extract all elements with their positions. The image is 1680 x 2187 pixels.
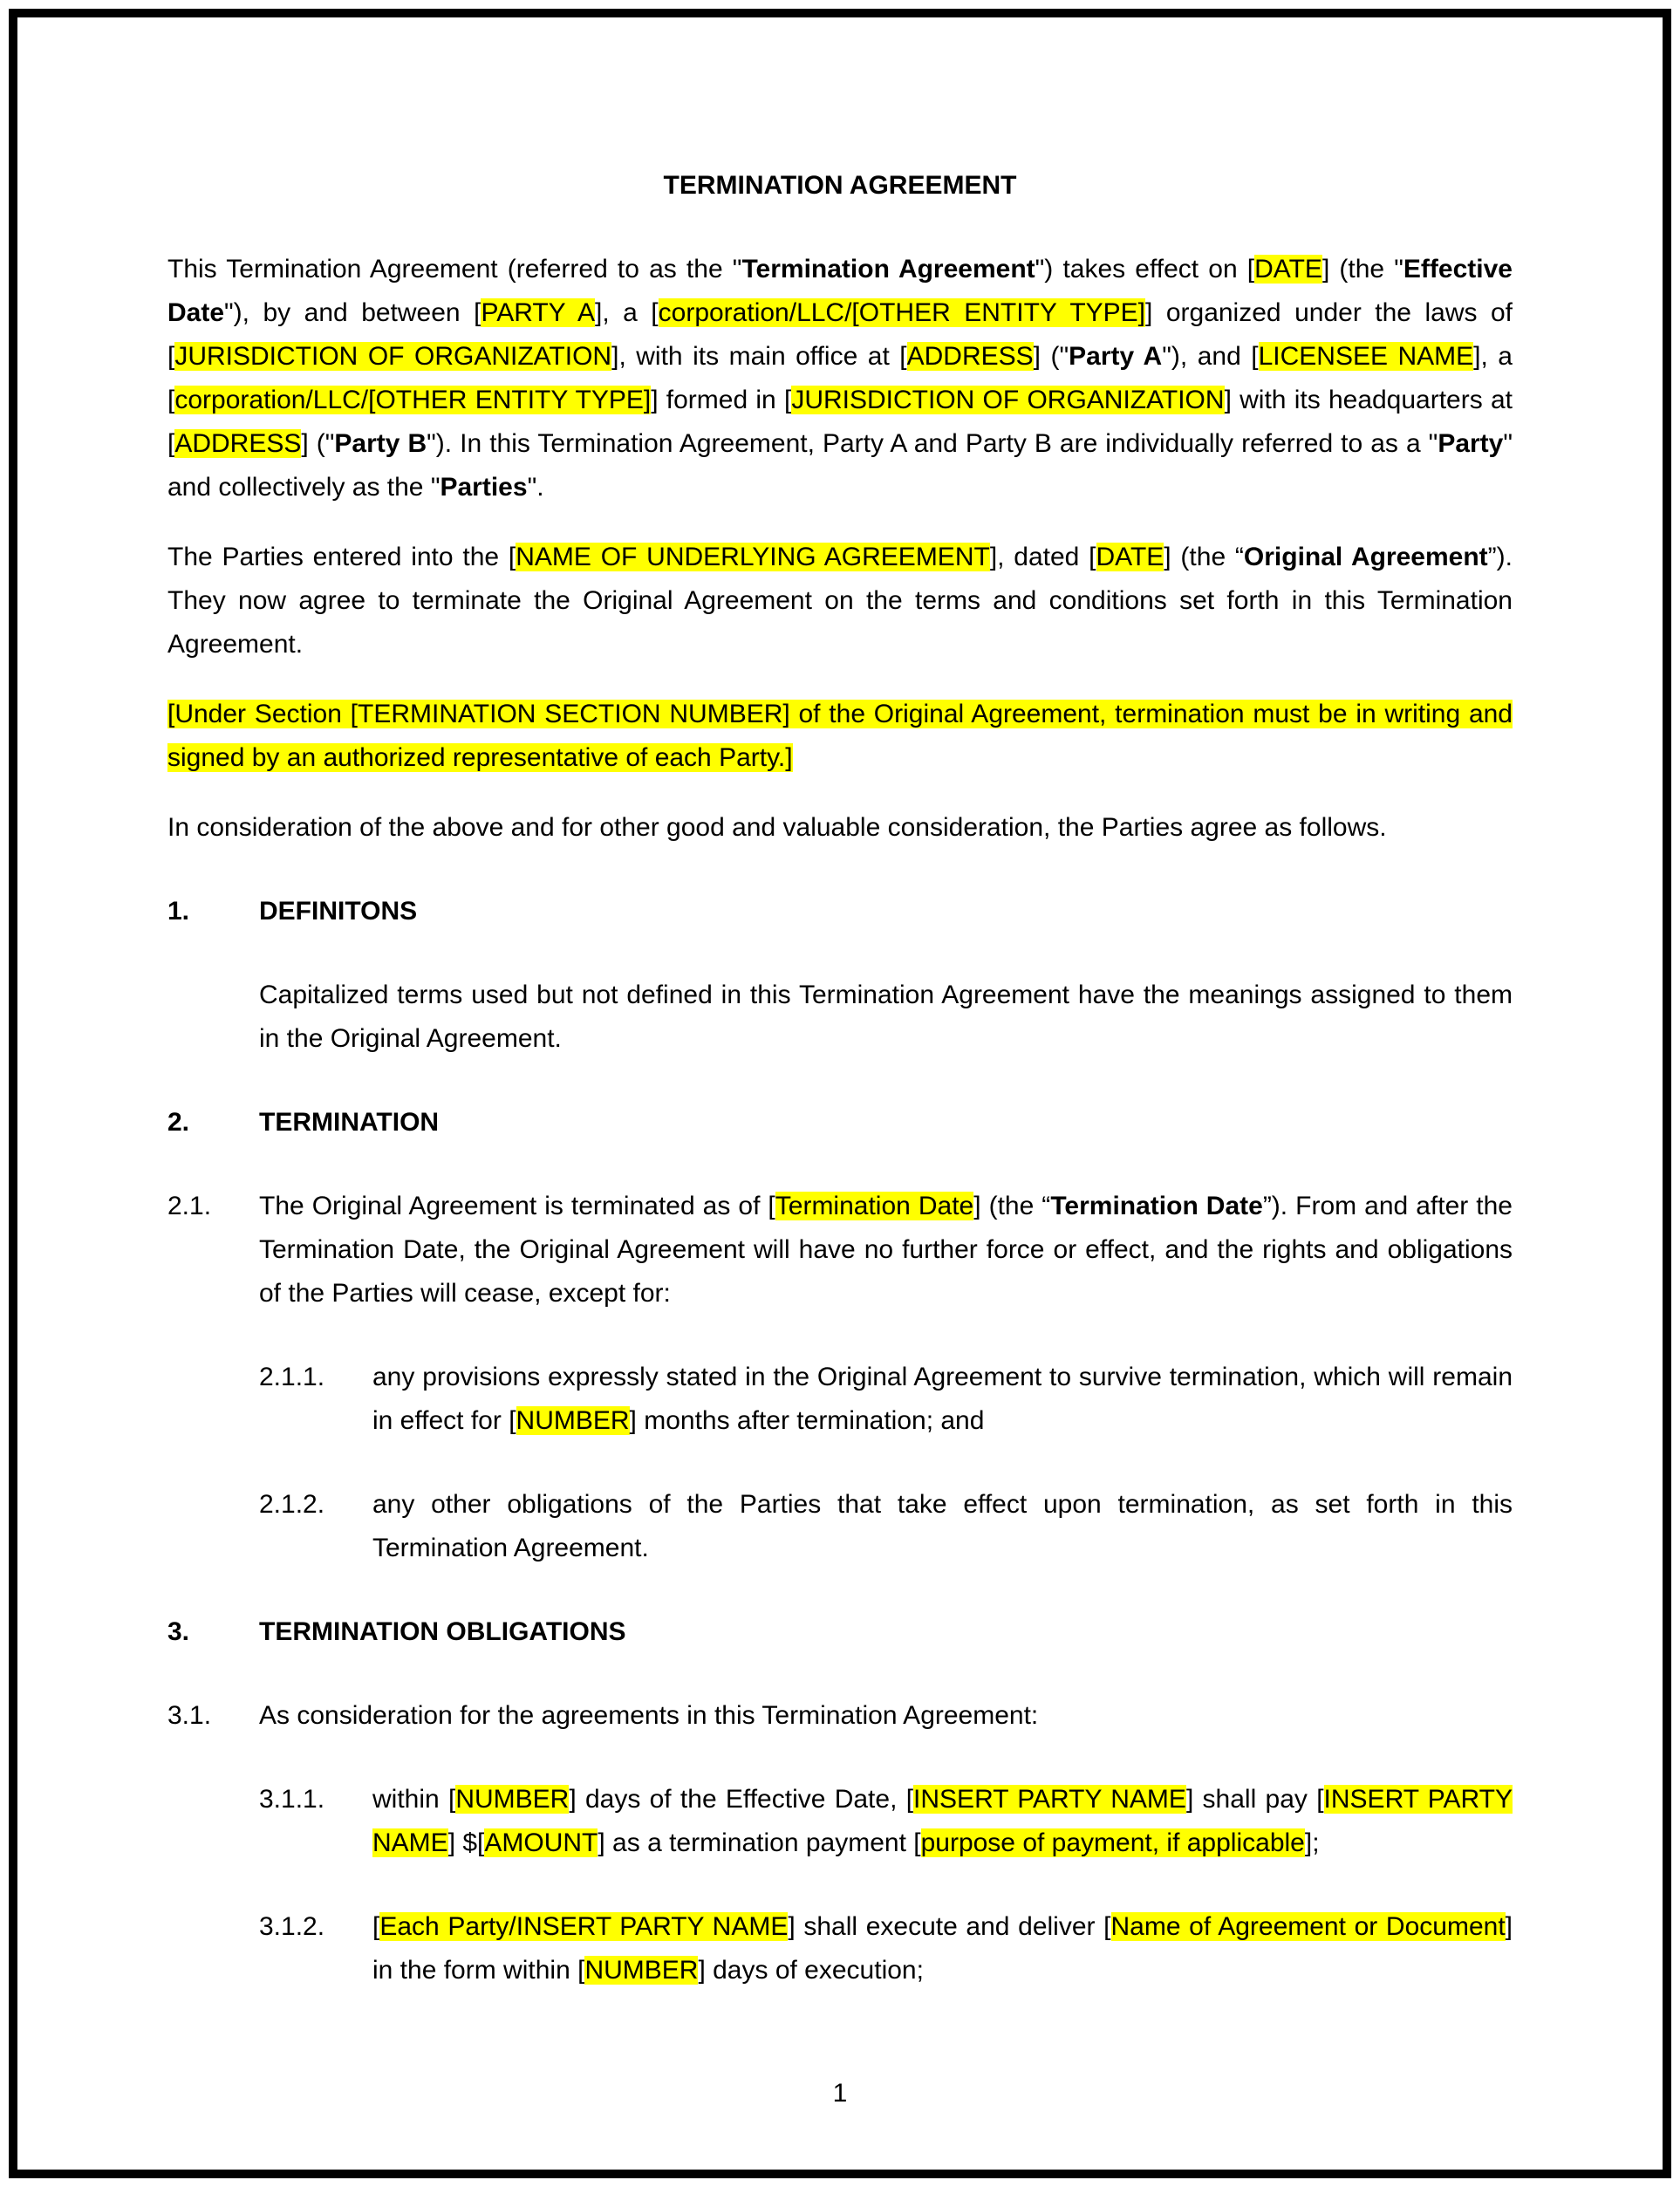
clause-3-1-2	[167, 1905, 1513, 1992]
text-run: ] formed in [	[651, 386, 792, 414]
opening-paragraph	[167, 248, 1513, 509]
placeholder-field: PARTY A	[481, 298, 595, 327]
placeholder-field: LICENSEE NAME	[1258, 342, 1474, 371]
text-run: ], a [	[594, 298, 659, 327]
text-run: ], with its main office at [	[611, 342, 907, 371]
text-run: ] as a termination payment [	[598, 1828, 921, 1857]
section-heading-definitions	[167, 890, 1513, 933]
text-run: ] (the “	[973, 1192, 1051, 1220]
document-blocks	[167, 248, 1513, 1992]
text-run: TERMINATION OBLIGATIONS	[259, 1617, 626, 1646]
placeholder-field: corporation/LLC/[OTHER ENTITY TYPE]	[658, 298, 1146, 327]
text-run: ] days of execution;	[698, 1956, 924, 1985]
text-run: Termination Agreement	[741, 255, 1035, 284]
placeholder-field: Name of Agreement or Document	[1110, 1912, 1506, 1941]
placeholder-field: JURISDICTION OF ORGANIZATION	[791, 386, 1225, 414]
document-body	[17, 17, 1663, 2019]
section-heading-termination-obligations	[167, 1610, 1513, 1654]
page-number: 1	[832, 2079, 848, 2108]
clause-2-1-1	[167, 1356, 1513, 1443]
text-run: ] days of the Effective Date, [	[569, 1785, 914, 1814]
text-run: within [	[372, 1785, 456, 1814]
recitals-paragraph	[167, 536, 1513, 666]
text-run: ];	[1304, 1828, 1320, 1857]
clause-number: 1.	[167, 897, 190, 926]
placeholder-field: NUMBER	[584, 1956, 699, 1985]
clause-number: 2.1.	[167, 1192, 212, 1220]
text-run: ”). They now agree to terminate the Original Agreement on the terms and conditions set forth in this Termination Agreement.	[167, 543, 1513, 659]
placeholder-field: ADDRESS	[174, 429, 302, 458]
page-border	[9, 9, 1671, 2178]
text-run: ") takes effect on [	[1035, 255, 1255, 284]
text-run: ], a [	[167, 342, 1513, 414]
text-run: Capitalized terms used but not defined in this Termination Agreement have the meanings assigned to them in the Original Agreement.	[259, 981, 1513, 1053]
placeholder-field: DATE	[1254, 255, 1322, 284]
clause-number: 3.1.	[167, 1701, 212, 1730]
placeholder-field: INSERT PARTY NAME	[913, 1785, 1186, 1814]
placeholder-field: NAME OF UNDERLYING AGREEMENT	[516, 543, 990, 571]
text-run: "). In this Termination Agreement, Party A and Party B are individually referred to as a "	[427, 429, 1438, 458]
text-run: Party	[1438, 429, 1504, 458]
text-run: ], dated [	[989, 543, 1096, 571]
placeholder-field: Each Party/INSERT PARTY NAME	[379, 1912, 789, 1941]
text-run: Original Agreement	[1243, 543, 1488, 571]
text-run: As consideration for the agreements in this Termination Agreement:	[259, 1701, 1039, 1730]
text-run: ] in the form within [	[372, 1912, 1513, 1985]
clause-2-1	[167, 1185, 1513, 1316]
text-run: ] shall pay [	[1185, 1785, 1324, 1814]
placeholder-field: [Under Section [TERMINATION SECTION NUMBER] of the Original Agreement, termination must be in writing and signed by an authorized representative of each Party.]	[167, 700, 1513, 772]
consideration-paragraph	[167, 806, 1513, 850]
text-run: any provisions expressly stated in the Original Agreement to survive termination, which will remain in effect for [	[372, 1363, 1513, 1435]
placeholder-field: Termination Date	[775, 1192, 974, 1220]
section-heading-termination	[167, 1101, 1513, 1145]
placeholder-field: AMOUNT	[484, 1828, 598, 1857]
text-run: ] organized under the laws of [	[167, 298, 1513, 371]
text-run: Termination Date	[1050, 1192, 1263, 1220]
clause-number: 2.	[167, 1108, 190, 1137]
placeholder-field: corporation/LLC/[OTHER ENTITY TYPE]	[174, 386, 652, 414]
text-run: Effective Date	[167, 255, 1513, 327]
text-run: DEFINITONS	[259, 897, 418, 926]
document-title: TERMINATION AGREEMENT	[663, 171, 1017, 200]
placeholder-field: NUMBER	[455, 1785, 570, 1814]
text-run: The Parties entered into the [	[167, 543, 516, 571]
text-run: ] (the “	[1164, 543, 1244, 571]
text-run: This Termination Agreement (referred to as the "	[167, 255, 742, 284]
clause-number: 3.	[167, 1617, 190, 1646]
definitions-body	[167, 974, 1513, 1061]
text-run: ”). From and after the Termination Date, the Original Agreement will have no further force or effect, and the rights and obligations of the Parties will cease, except for:	[259, 1192, 1513, 1308]
clause-3-1-1	[167, 1778, 1513, 1865]
clause-2-1-2	[167, 1483, 1513, 1570]
text-run: ".	[527, 473, 544, 502]
text-run: "), by and between [	[224, 298, 481, 327]
text-run: ] with its headquarters at [	[167, 386, 1513, 458]
text-run: The Original Agreement is terminated as of [	[259, 1192, 775, 1220]
text-run: Party B	[334, 429, 427, 458]
text-run: Party A	[1069, 342, 1163, 371]
placeholder-field: NUMBER	[516, 1406, 630, 1435]
clause-3-1	[167, 1694, 1513, 1738]
text-run: In consideration of the above and for other good and valuable consideration, the Parties agree as follows.	[167, 813, 1387, 842]
text-run: any other obligations of the Parties that take effect upon termination, as set forth in this Termination Agreement.	[372, 1490, 1513, 1562]
text-run: ] shall execute and deliver [	[788, 1912, 1111, 1941]
text-run: ] ("	[1033, 342, 1069, 371]
placeholder-field: ADDRESS	[906, 342, 1034, 371]
clause-number: 3.1.1.	[259, 1785, 325, 1814]
text-run: ] ("	[301, 429, 335, 458]
clause-number: 2.1.2.	[259, 1490, 325, 1519]
clause-number: 3.1.2.	[259, 1912, 325, 1941]
placeholder-field: JURISDICTION OF ORGANIZATION	[174, 342, 612, 371]
text-run: [	[372, 1912, 380, 1941]
text-run: ] months after termination; and	[629, 1406, 985, 1435]
termination-notice-clause	[167, 693, 1513, 780]
text-run: "), and [	[1162, 342, 1259, 371]
placeholder-field: purpose of payment, if applicable	[920, 1828, 1305, 1857]
text-run: " and collectively as the "	[167, 429, 1513, 502]
text-run: TERMINATION	[259, 1108, 440, 1137]
placeholder-field: INSERT PARTY NAME	[372, 1785, 1513, 1857]
text-run: ] (the "	[1321, 255, 1403, 284]
clause-number: 2.1.1.	[259, 1363, 325, 1391]
text-run: Parties	[440, 473, 528, 502]
placeholder-field: DATE	[1096, 543, 1164, 571]
text-run: ] $[	[447, 1828, 485, 1857]
